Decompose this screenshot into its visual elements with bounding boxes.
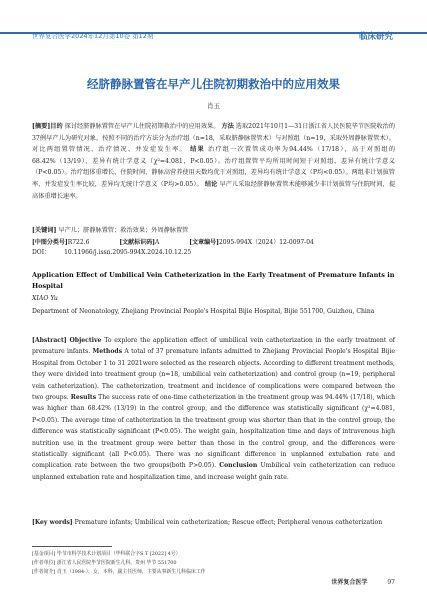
clc-value: R722.6	[67, 239, 90, 246]
conclusion-text-en: Umbilical vein catheterization can reduce unplanned extubation rate and hospitalization time, and increase weight gain rate.	[32, 462, 396, 481]
classification-meta	[32, 238, 395, 258]
doc-code-item	[119, 239, 173, 246]
keywords-cn	[32, 226, 395, 236]
method-text-en: A total of 37 premature infants admitted to Zhejiang Provincial People's Hospital Bijie Hospital from October 1 to 31 2021were selected as the research objects. According to different treatment methods, they were divided into treatment group (n=18, umbilical vein catheterization) and control group (n=19, peripheral vein catheterization). The catheterization, treatment and incidence of complications were compared between the two groups.	[32, 348, 395, 402]
footer-journal-name: 世界复合医学	[331, 579, 368, 586]
doi-row	[32, 248, 395, 258]
page-header	[0, 0, 427, 43]
result-text-cn: 治疗组一次置管成功率为94.44%（17/18），高于对照组的68.42%（13/19），差异有统计学意义（χ²=4.081，P<0.05）。治疗组置管平均所用时间短于对照组，差异有统计学意义（P<0.05）。治疗组体重增长、住院时间、静脉高营养使用天数均优于对照组，差异均有统计学意义（P均<0.05）。两组非计划拔管率、并发症发生率比较，差异均无统计学意义（P均>0.05）。	[32, 146, 396, 188]
result-label-en: Results	[70, 394, 97, 402]
objective-label-en: Objective	[69, 337, 102, 344]
conclusion-text-cn: 早产儿采取经脐静脉置管术能够减少非计划拔管与住院时间，提高体重增长速率。	[32, 180, 396, 200]
page-footer	[331, 577, 395, 586]
method-label-en: Methods	[92, 348, 123, 356]
doc-code-value: A	[155, 239, 160, 246]
keywords-text-en: Premature infants; Umbilical vein catheterization; Rescue effect; Peripheral venous catheterization	[74, 519, 383, 526]
objective-text-cn: 探讨经脐静脉置管在早产儿住院初期救治中的应用效果。	[64, 123, 220, 130]
article-no-item	[189, 239, 328, 246]
objective-label-cn: 目的	[50, 123, 63, 130]
footnotes	[32, 550, 395, 577]
clc-label: [中图分类号]	[32, 239, 68, 246]
doi-label: DOI：	[32, 249, 51, 256]
affiliation-en: Department of Neonatology, Zhejiang Provincial People's Hospital Bijie Hospital, Bijie 551700, Guizhou, China	[32, 308, 375, 315]
author-en: XIAO Yu	[32, 295, 58, 302]
abstract-cn	[32, 121, 395, 202]
keywords-text-cn: 早产儿；脐静脉置管；救治效果；外周静脉置管	[58, 227, 189, 234]
journal-issue: 世界复合医学2024年12月第10卷 第12期	[32, 32, 154, 40]
footnote-fund: [基金项目] 毕节市科学技术计划项目（毕科联合字S T [2022] 4号）	[32, 551, 181, 557]
doc-code-label: [文献标识码]	[119, 239, 155, 246]
conclusion-label-cn: 结论	[204, 180, 218, 188]
article-title-en: Application Effect of Umbilical Vein Catheterization in the Early Treatment of Premature Infants in Hospital	[32, 271, 395, 291]
result-text-en: The success rate of one-time catheterization in the treatment group was 94.44% (17/18), which was higher than 68.42% (13/19) in the control group, and the difference was statistically significant (χ²=4.081, P<0.05). The average time of catheterization in the treatment group was shorter than that in the control group, the difference was statistically significant (P<0.05). The weight gain, hospitalization time and days of intravenous high nutrition use in the treatment group were better than those in the control group, and the differences were statistically significant (all P<0.05). There was no significant difference in unplanned extubation rate and complication rate between the two groups(both P>0.05).	[32, 394, 395, 470]
result-label-cn: 结果	[190, 146, 205, 154]
abstract-en	[32, 335, 395, 483]
footnote-rule	[32, 546, 112, 547]
classification-row	[32, 238, 395, 248]
section-label: 临床研究	[358, 32, 393, 42]
footnote-unit: [作者单位] 浙江省人民医院毕节医院新生儿科，贵州 毕节 551700	[32, 560, 177, 566]
page-number: 97	[387, 579, 395, 586]
method-text-cn: 选取2021年10月1—31日浙江省人民医院毕节医院收治的37例早产儿为研究对象，按照不同的治疗方法分为治疗组（n=18，采取脐静脉置管术）与对照组（n=19，采取外周静脉置管术）。对比两组置管情况、治疗情况、并发症发生率。	[32, 123, 396, 154]
keywords-en	[32, 517, 395, 528]
footnote-bio: [作者简介] 肖玉（1984-），女，本科，副主任医师，主要从事新生儿科临床工作	[32, 569, 206, 575]
abstract-label-en: [Abstract]	[32, 337, 67, 344]
clc-item	[32, 239, 103, 246]
keywords-label-cn: [关键词]	[32, 227, 57, 234]
method-label-cn: 方法	[221, 123, 234, 130]
article-title-cn: 经脐静脉置管在早产儿住院初期救治中的应用效果	[87, 77, 340, 91]
keywords-label-en: [Key words]	[32, 519, 73, 526]
article-no-label: [文章编号]	[189, 239, 219, 246]
conclusion-label-en: Conclusion	[219, 462, 258, 470]
article-no-value: 2095-994X（2024）12-0097-04	[218, 239, 314, 246]
doi-value: 10.11966/j.issn.2095-994X.2024.10.12.25	[64, 249, 192, 256]
objective-text-en: To explore the application effect of umbilical vein catheterization in the early treatment of premature infants.	[32, 337, 396, 356]
author-cn: 肖玉	[207, 102, 220, 110]
abstract-label-cn: [摘要]	[32, 123, 51, 130]
